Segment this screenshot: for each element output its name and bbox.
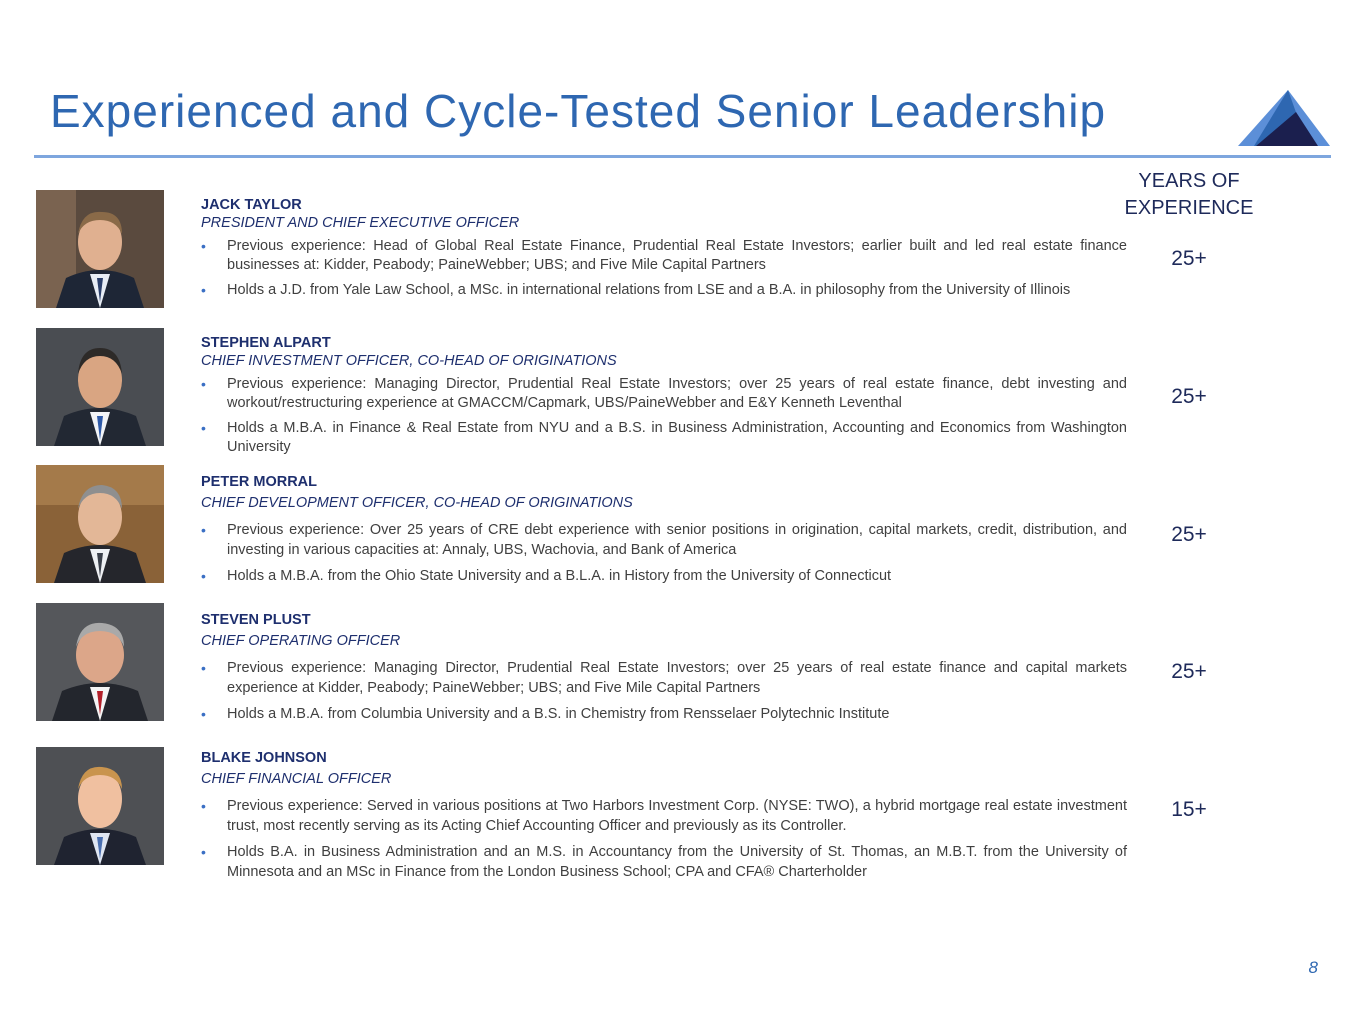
bullet-icon: • — [201, 706, 206, 722]
executive-bullets — [201, 796, 1127, 888]
bullet-icon: • — [201, 282, 206, 298]
bullet-item: • Holds a M.B.A. from Columbia University and a B.S. in Chemistry from Rensselaer Polytechnic Institute — [201, 706, 890, 722]
executive-name: PETER MORRAL — [201, 474, 317, 490]
executive-bullets — [201, 658, 1127, 730]
company-logo-icon — [1236, 86, 1332, 148]
bullet-item: • Previous experience: Served in various positions at Two Harbors Investment Corp. (NYSE: TWO), a hybrid mortgage real estate investment trust, most recently serving as its Acting Chief Accounting Officer and previously as its Controller. — [201, 798, 1127, 834]
bullet-item: • Holds B.A. in Business Administration and an M.S. in Accountancy from the University of St. Thomas, an M.B.T. from the University of Minnesota and an MSc in Finance from the London Business School; CPA and CFA® Charterholder — [201, 844, 1127, 880]
years-value: 25+ — [1171, 660, 1207, 683]
bullet-item: • Holds a M.B.A. from the Ohio State University and a B.L.A. in History from the University of Connecticut — [201, 568, 892, 584]
executive-role: PRESIDENT AND CHIEF EXECUTIVE OFFICER — [201, 215, 520, 231]
bullet-icon: • — [201, 568, 206, 584]
bullet-item: • Previous experience: Over 25 years of CRE debt experience with senior positions in origination, capital markets, credit, distribution, and investing in various capacities at: Annaly, UBS, Wachovia, and Bank of America — [201, 522, 1127, 558]
executive-name: STEVEN PLUST — [201, 612, 311, 628]
executive-name: JACK TAYLOR — [201, 197, 302, 213]
page-title: Experienced and Cycle-Tested Senior Leadership — [50, 85, 1107, 137]
executive-photo — [36, 465, 164, 583]
bullet-icon: • — [201, 376, 206, 392]
bullet-icon: • — [201, 660, 206, 676]
title-divider — [34, 155, 1331, 158]
years-value: 25+ — [1171, 385, 1207, 408]
bullet-icon: • — [201, 238, 206, 254]
years-value: 25+ — [1171, 523, 1207, 546]
bullet-icon: • — [201, 798, 206, 814]
bullet-item: • Previous experience: Managing Director, Prudential Real Estate Investors; over 25 years of real estate finance, debt investing and workout/restructuring experience at GMACCM/Capmark, UBS/PaineWebber and E&Y Kenneth Leventhal — [201, 376, 1127, 411]
executive-role: CHIEF DEVELOPMENT OFFICER, CO-HEAD OF ORIGINATIONS — [201, 495, 633, 511]
executive-photo — [36, 190, 164, 308]
executive-role: CHIEF INVESTMENT OFFICER, CO-HEAD OF ORIGINATIONS — [201, 353, 617, 369]
page-number: 8 — [1308, 958, 1318, 977]
bullet-item: • Holds a M.B.A. in Finance & Real Estate from NYU and a B.S. in Business Administration, Accounting and Economics from Washington University — [201, 420, 1127, 455]
executive-name: BLAKE JOHNSON — [201, 750, 327, 766]
executive-bullets — [201, 520, 1127, 592]
bullet-item: • Previous experience: Head of Global Real Estate Finance, Prudential Real Estate Investors; earlier built and led real estate finance businesses at: Kidder, Peabody; PaineWebber; UBS; and Five Mile Capital Partners — [201, 238, 1127, 273]
bullet-icon: • — [201, 844, 206, 860]
years-value: 25+ — [1171, 247, 1207, 270]
years-value: 15+ — [1171, 798, 1207, 821]
bullet-icon: • — [201, 420, 206, 436]
bullet-item: • Holds a J.D. from Yale Law School, a MSc. in international relations from LSE and a B.A. in philosophy from the University of Illinois — [201, 282, 1071, 298]
executive-photo — [36, 603, 164, 721]
executive-photo — [36, 328, 164, 446]
years-of-experience-header: YEARS OF EXPERIENCE — [1124, 170, 1254, 219]
executive-bullets — [201, 375, 1127, 463]
bullet-icon: • — [201, 522, 206, 538]
bullet-item: • Previous experience: Managing Director, Prudential Real Estate Investors; over 25 years of real estate finance and capital markets experience at Kidder, Peabody; PaineWebber; UBS; and Five Mile Capital Partners — [201, 660, 1127, 696]
executive-role: CHIEF OPERATING OFFICER — [201, 633, 401, 649]
executive-name: STEPHEN ALPART — [201, 335, 331, 351]
executive-role: CHIEF FINANCIAL OFFICER — [201, 771, 392, 787]
executive-bullets — [201, 237, 1127, 306]
executive-photo — [36, 747, 164, 865]
